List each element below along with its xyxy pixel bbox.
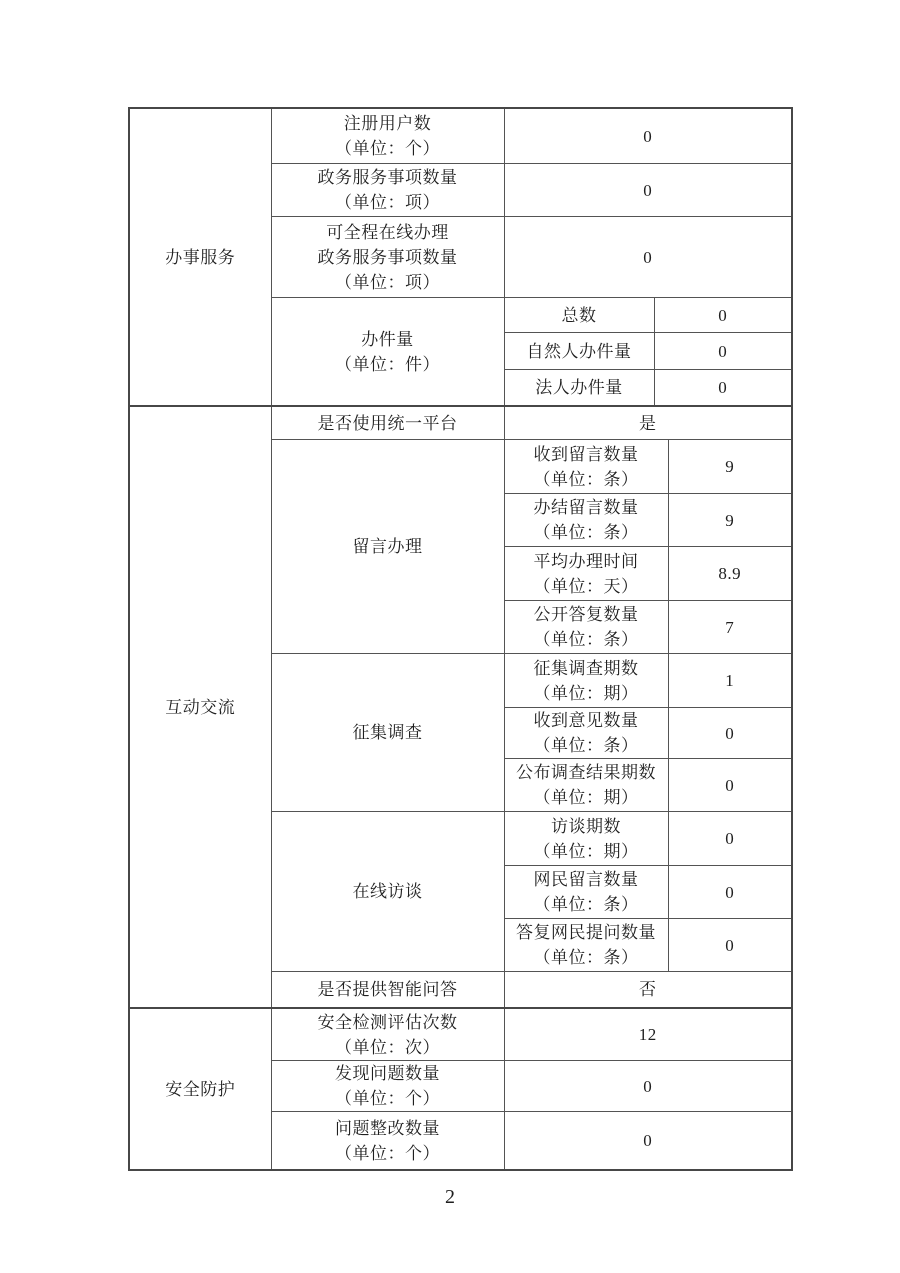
sub-metric-label xyxy=(504,866,668,919)
label-line: 可全程在线办理 xyxy=(326,222,449,242)
metric-value: 0 xyxy=(668,812,792,866)
label-line: 公布调查结果期数 xyxy=(516,763,656,782)
metric-value: 0 xyxy=(668,708,792,759)
metric-label xyxy=(271,217,504,298)
label-line: （单位：条） xyxy=(533,469,639,489)
category-cell-interaction: 互动交流 xyxy=(129,406,271,1008)
table-row xyxy=(129,108,792,164)
label-line: （单位：条） xyxy=(533,895,639,914)
sub-metric-label xyxy=(504,654,668,708)
metric-value: 0 xyxy=(668,866,792,919)
metric-value: 0 xyxy=(504,108,792,164)
metric-value: 是 xyxy=(504,406,792,440)
table-row xyxy=(129,1008,792,1061)
group-label-banjianliang xyxy=(271,298,504,407)
metric-label xyxy=(271,108,504,164)
group-label-liuyanbanli: 留言办理 xyxy=(271,440,504,654)
metric-value: 9 xyxy=(668,494,792,547)
label-line: （单位：次） xyxy=(335,1037,440,1057)
label-line: 征集调查期数 xyxy=(533,658,639,678)
label-line: 办件量 xyxy=(361,329,414,349)
label-line: 政务服务事项数量 xyxy=(317,168,458,187)
metric-label: 是否使用统一平台 xyxy=(271,406,504,440)
sub-metric-label xyxy=(504,494,668,547)
metric-value: 8.9 xyxy=(668,547,792,601)
label-line: （单位：条） xyxy=(533,736,639,755)
label-line: 公开答复数量 xyxy=(533,605,639,624)
label-line: 办结留言数量 xyxy=(533,498,639,517)
label-line: （单位：项） xyxy=(335,193,440,212)
metric-value: 0 xyxy=(668,759,792,812)
label-line: 网民留言数量 xyxy=(533,870,639,889)
label-line: （单位：个） xyxy=(335,139,440,158)
label-line: （单位：条） xyxy=(533,523,639,542)
label-line: 平均办理时间 xyxy=(533,551,639,571)
label-line: （单位：期） xyxy=(533,841,639,861)
label-line: 发现问题数量 xyxy=(335,1064,440,1083)
metric-value: 9 xyxy=(668,440,792,494)
label-line: （单位：个） xyxy=(335,1143,440,1163)
metric-value: 0 xyxy=(668,919,792,972)
label-line: 收到留言数量 xyxy=(533,444,639,464)
sub-metric-label xyxy=(504,440,668,494)
group-label-zaixianfangtan: 在线访谈 xyxy=(271,812,504,972)
metric-value: 0 xyxy=(504,1061,792,1112)
sub-metric-label xyxy=(504,919,668,972)
category-cell-service: 办事服务 xyxy=(129,108,271,406)
page-number: 2 xyxy=(445,1186,455,1208)
label-line: （单位：期） xyxy=(533,683,639,703)
metric-value: 0 xyxy=(504,217,792,298)
metric-value: 0 xyxy=(654,298,792,333)
label-line: 注册用户数 xyxy=(343,114,432,133)
label-line: 收到意见数量 xyxy=(533,711,639,730)
label-line: （单位：条） xyxy=(533,948,639,967)
label-line: 政务服务事项数量 xyxy=(317,247,458,267)
label-line: （单位：天） xyxy=(533,576,639,596)
sub-metric-label xyxy=(504,708,668,759)
metric-value: 0 xyxy=(504,164,792,217)
metric-value: 0 xyxy=(654,333,792,370)
metric-label: 是否提供智能问答 xyxy=(271,972,504,1009)
label-line: （单位：件） xyxy=(335,354,440,374)
label-line: （单位：期） xyxy=(533,788,639,807)
sub-metric-label: 自然人办件量 xyxy=(504,333,654,370)
metric-value: 7 xyxy=(668,601,792,654)
metric-value: 0 xyxy=(504,1112,792,1171)
sub-metric-label xyxy=(504,547,668,601)
sub-metric-label xyxy=(504,812,668,866)
label-line: （单位：条） xyxy=(533,630,639,649)
sub-metric-label xyxy=(504,601,668,654)
sub-metric-label: 总数 xyxy=(504,298,654,333)
statistics-table xyxy=(128,107,793,1171)
metric-value: 否 xyxy=(504,972,792,1009)
metric-label xyxy=(271,1008,504,1061)
group-label-zhengjidiaocha: 征集调查 xyxy=(271,654,504,812)
metric-label xyxy=(271,1112,504,1171)
label-line: （单位：个） xyxy=(335,1089,440,1108)
label-line: 安全检测评估次数 xyxy=(317,1012,458,1032)
label-line: 访谈期数 xyxy=(551,816,621,836)
sub-metric-label xyxy=(504,759,668,812)
metric-label xyxy=(271,164,504,217)
label-line: 问题整改数量 xyxy=(335,1118,440,1138)
metric-value: 1 xyxy=(668,654,792,708)
label-line: （单位：项） xyxy=(335,272,440,292)
table-row xyxy=(129,406,792,440)
metric-value: 12 xyxy=(504,1008,792,1061)
label-line: 答复网民提问数量 xyxy=(516,923,656,942)
sub-metric-label: 法人办件量 xyxy=(504,370,654,407)
metric-label xyxy=(271,1061,504,1112)
category-cell-security: 安全防护 xyxy=(129,1008,271,1170)
metric-value: 0 xyxy=(654,370,792,407)
